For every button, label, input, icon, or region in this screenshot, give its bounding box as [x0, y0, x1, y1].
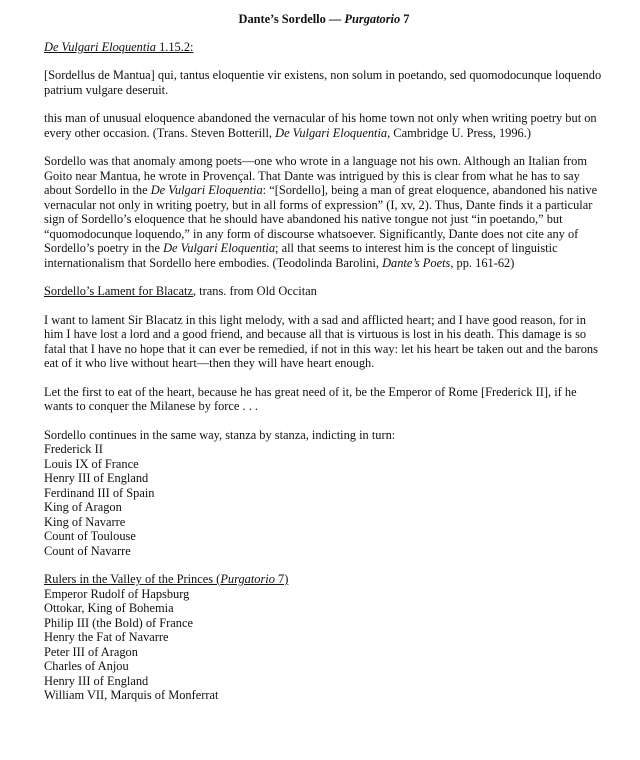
lament-heading-rest: , trans. from Old Occitan [192, 284, 317, 298]
list-item: William VII, Marquis of Monferrat [44, 688, 219, 702]
lament-paragraph-1: I want to lament Sir Blacatz in this light melody, with a sad and afflicted heart; and I have good reason, for in him I have lost a lord and a good friend, and because all that is virtuous is lost in his death. This damage is so fatal that I have no hope that it can ever be remedied, if not in this way: let his heart be taken out and the barons eat of it who live without heart—then they will have heart enough. [44, 312, 598, 370]
list-item: Henry the Fat of Navarre [44, 630, 169, 644]
dve-heading [44, 40, 604, 55]
list-item: Count of Toulouse [44, 529, 136, 543]
list-item: Ottokar, King of Bohemia [44, 601, 174, 615]
document-page [44, 12, 604, 703]
lament-intro: Sordello continues in the same way, stanza by stanza, indicting in turn: [44, 427, 396, 442]
lament-heading-title: Sordello’s Lament for Blacatz [44, 284, 193, 298]
barolini-paragraph: Sordello was that anomaly among poets—one who wrote in a language not his own. Although an Italian from Goito near Mantua, he wrote in Provençal. That Dante was intrigued by this is clear from what he has to say about Sordello in the De Vulgari Eloquentia: “[Sordello], being a man of great eloquence, abandoned his native vernacular not only in writing poetry, but in all forms of expression” (I, xv, 2). Thus, Dante finds it a particular sign of Sordello’s eloquence that he should have abandoned his native tongue not just “in poetando,” but “quomodocunque loquendo,” in any form of discourse whatsoever. Significantly, Dante does not cite any of Sordello’s poetry in the De Vulgari Eloquentia; all that seems to interest him is the concept of linguistic internationalism that Sordello here embodies. (Teodolinda Barolini, Dante’s Poets, pp. 161-62) [44, 154, 598, 270]
title-number: 7 [400, 12, 410, 26]
list-item: Louis IX of France [44, 456, 139, 471]
list-item: Peter III of Aragon [44, 644, 138, 659]
dve-latin-quote: [Sordellus de Mantua] qui, tantus eloquentie vir existens, non solum in poetando, sed quomodocunque loquendo patrium vulgare deseruit. [44, 68, 602, 97]
list-item: Count of Navarre [44, 543, 131, 558]
list-item: Henry III of England [44, 471, 149, 485]
lament-heading [44, 284, 604, 299]
list-item: King of Navarre [44, 514, 126, 529]
list-item: Frederick II [44, 442, 103, 456]
rulers-list [44, 572, 604, 703]
dve-translation: this man of unusual eloquence abandoned the vernacular of his home town not only when writing poetry but on every other occasion. (Trans. Steven Botterill, De Vulgari Eloquentia, Cambridge U. Press, 1996.) [44, 111, 597, 140]
title-italic: Purgatorio [344, 12, 401, 26]
list-item: Philip III (the Bold) of France [44, 615, 193, 630]
dve-heading-italic: De Vulgari Eloquentia [44, 39, 156, 54]
lament-paragraph-2: Let the first to eat of the heart, because he has great need of it, be the Emperor of Rome [Frederick II], if he wants to conquer the Milanese by force . . . [44, 384, 577, 413]
list-item: Henry III of England [44, 673, 149, 688]
document-title [44, 12, 604, 27]
title-text: Dante’s Sordello — [238, 12, 345, 26]
rulers-heading: Rulers in the Valley of the Princes (Purgatorio 7) [44, 572, 289, 586]
lament-list [44, 428, 604, 559]
dve-heading-rest: 1.15.2: [155, 39, 194, 54]
list-item: King of Aragon [44, 500, 122, 514]
list-item: Emperor Rudolf of Hapsburg [44, 586, 190, 601]
list-item: Ferdinand III of Spain [44, 485, 155, 500]
list-item: Charles of Anjou [44, 659, 129, 673]
